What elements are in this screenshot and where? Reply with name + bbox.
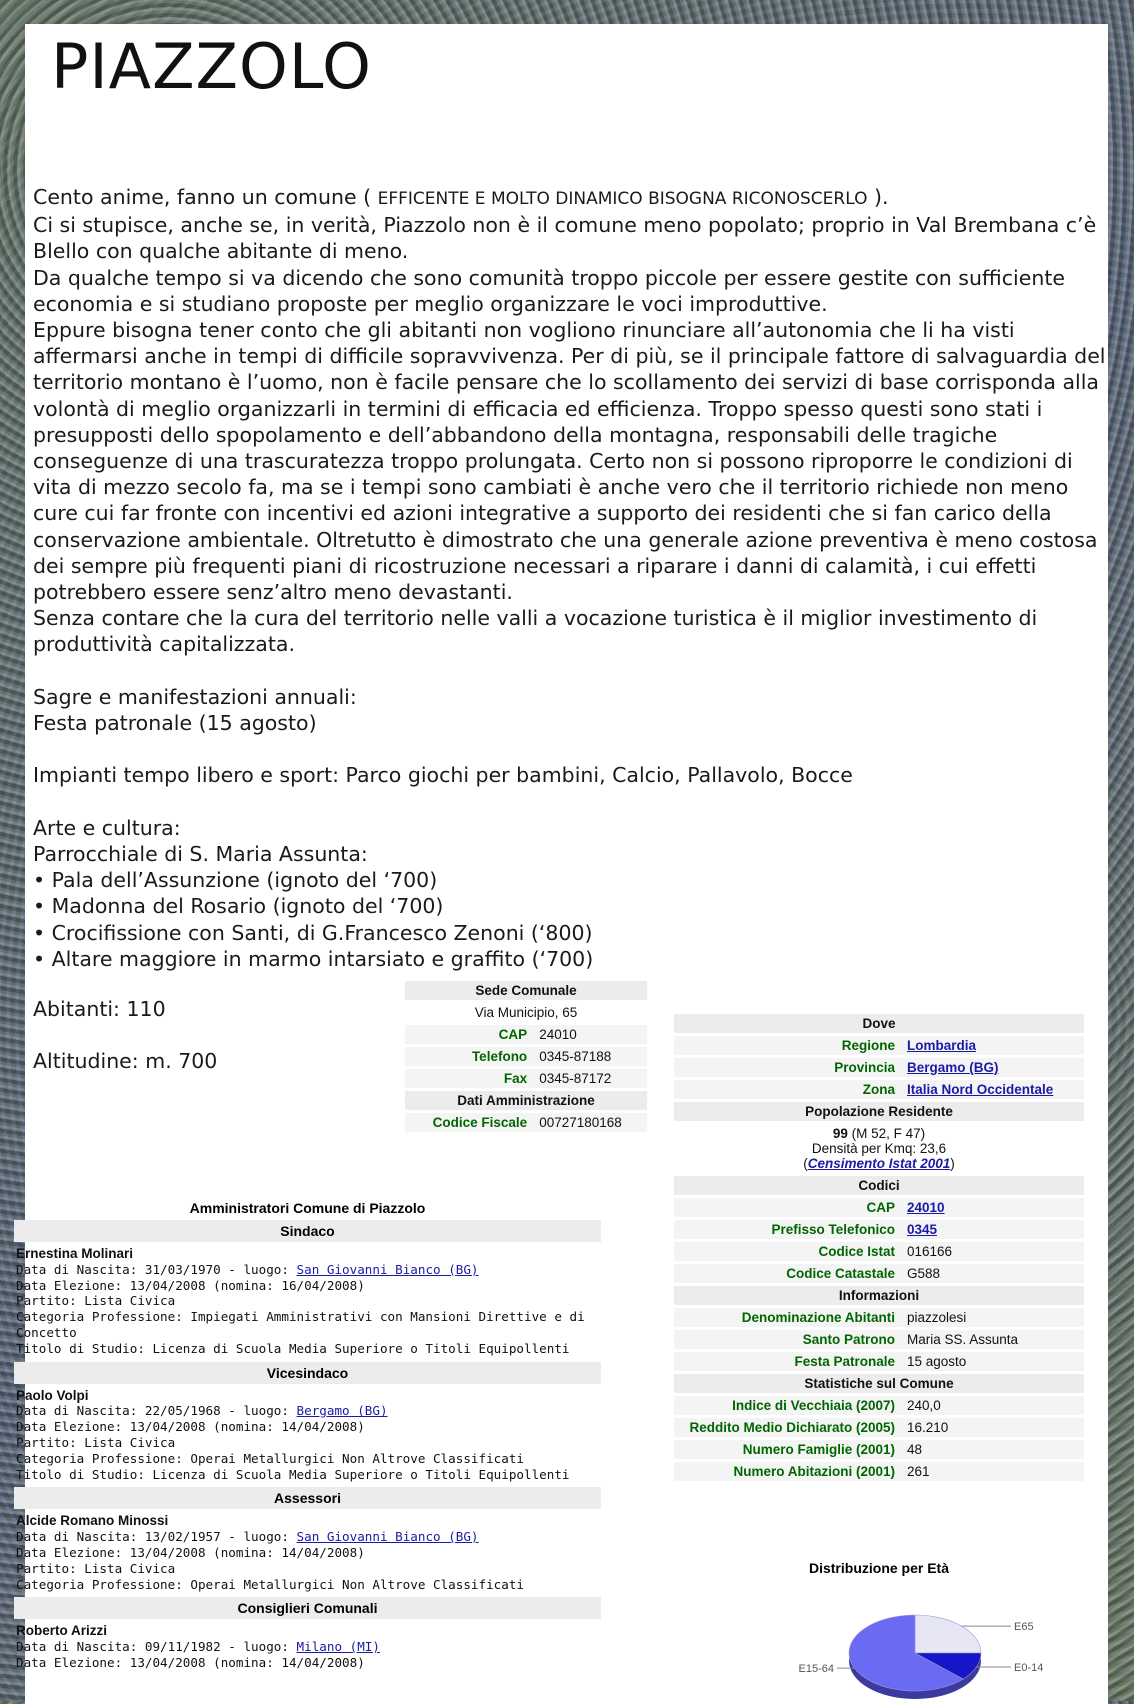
vecchiaia-label: Indice di Vecchiaia (2007) [674, 1396, 901, 1415]
dove-heading: Dove [674, 1014, 1084, 1033]
popolazione-heading: Popolazione Residente [674, 1102, 1084, 1121]
zona-link[interactable]: Italia Nord Occidentale [907, 1082, 1054, 1097]
birth-line [16, 1529, 599, 1545]
birth-date: Data di Nascita: 22/05/1968 - luogo: [16, 1403, 297, 1419]
sede-table [405, 978, 647, 1135]
person-entry [14, 1621, 601, 1673]
sagre-value: Festa patronale (15 agosto) [33, 711, 317, 736]
election-line: Data Elezione: 13/04/2008 (nomina: 14/04/2008) [16, 1419, 365, 1435]
election-line: Data Elezione: 13/04/2008 (nomina: 14/04/2008) [16, 1654, 365, 1670]
popolazione-cell: 99 (M 52, F 47) Densità per Kmq: 23,6 (Censimento Istat 2001) [674, 1124, 1084, 1173]
codice-catastale-value: G588 [901, 1264, 1084, 1283]
person-name: Roberto Arizzi [16, 1623, 107, 1639]
intro-text [33, 184, 1108, 1075]
birthplace-link[interactable]: San Giovanni Bianco (BG) [296, 1261, 479, 1277]
provincia-link[interactable]: Bergamo (BG) [907, 1060, 999, 1075]
prefisso-label: Prefisso Telefonico [674, 1220, 901, 1239]
intro-paragraph-5: Senza contare che la cura del territorio nelle valli a vocazione turistica è il miglior investimento di produttività capitalizzata. [33, 606, 1038, 657]
election-line: Data Elezione: 13/04/2008 (nomina: 16/04/2008) [16, 1277, 365, 1293]
codice-istat-value: 016166 [901, 1242, 1084, 1261]
profession-line: Categoria Professione: Impiegati Amministrativi con Mansioni Direttive e di Concetto [16, 1309, 585, 1340]
popolazione-split: (M 52, F 47) [847, 1126, 926, 1141]
provincia-label: Provincia [674, 1058, 901, 1077]
regione-label: Regione [674, 1036, 901, 1055]
reddito-value: 16.210 [901, 1418, 1084, 1437]
codice-fiscale-value: 00727180168 [533, 1113, 647, 1132]
age-distribution-pie [760, 1605, 1060, 1701]
intro-paragraph-3: Da qualche tempo si va dicendo che sono comunità troppo piccole per essere gestite con sufficiente economia e si studiano proposte per meglio organizzare le voci improduttive. [33, 265, 1065, 316]
codice-catastale-label: Codice Catastale [674, 1264, 901, 1283]
impianti-text: Impianti tempo libero e sport: Parco giochi per bambini, Calcio, Pallavolo, Bocce [33, 763, 853, 788]
abitazioni-value: 261 [901, 1462, 1084, 1481]
sede-address: Via Municipio, 65 [405, 1003, 647, 1022]
fax-value: 0345-87172 [533, 1069, 647, 1088]
birth-date: Data di Nascita: 09/11/1982 - luogo: [16, 1639, 297, 1655]
popolazione-total: 99 [832, 1126, 848, 1141]
person-entry [14, 1511, 601, 1595]
person-name: Ernestina Molinari [16, 1246, 134, 1261]
censimento-link[interactable]: Censimento Istat 2001 [807, 1156, 951, 1171]
fax-label: Fax [405, 1069, 533, 1088]
famiglie-label: Numero Famiglie (2001) [674, 1440, 901, 1459]
cap-value: 24010 [533, 1025, 647, 1044]
birthplace-link[interactable]: Milano (MI) [296, 1639, 380, 1655]
codice-istat-label: Codice Istat [674, 1242, 901, 1261]
sede-heading: Sede Comunale [405, 981, 647, 1000]
profession-line: Categoria Professione: Operai Metallurgici Non Altrove Classificati [16, 1450, 524, 1466]
vicesindaco-heading: Vicesindaco [14, 1362, 601, 1384]
bullet-item: • Madonna del Rosario (ignoto del ‘700) [33, 894, 444, 919]
bullet-item: • Pala dell’Assunzione (ignoto del ‘700) [33, 868, 438, 893]
abitanti-text: Abitanti: 110 [33, 997, 166, 1022]
telefono-value: 0345-87188 [533, 1047, 647, 1066]
intro-caps-text: EFFICENTE E MOLTO DINAMICO BISOGNA RICONOSCERLO [377, 189, 868, 209]
sagre-label: Sagre e manifestazioni annuali: [33, 684, 357, 709]
admin-heading: Dati Amministrazione [405, 1091, 647, 1110]
statistiche-heading: Statistiche sul Comune [674, 1374, 1084, 1393]
bullet-item: • Altare maggiore in marmo intarsiato e graffito (‘700) [33, 946, 594, 971]
prefisso-link[interactable]: 0345 [907, 1222, 938, 1237]
pie-label-e0-14: E0-14 [1014, 1661, 1044, 1674]
amministratori-section [14, 1200, 601, 1674]
intro-paragraph-4: Eppure bisogna tener conto che gli abitanti non vogliono rinunciare all’autonomia che li ha visti affermarsi anche in tempi di difficile sopravvivenza. Per di più, se il principale fattore di salvaguardia del territorio montano è l’uomo, non è facile pensare che lo scollamento dei servizi di base corrisponda alla volontà di meglio organizzarli in termini di efficacia ed efficienza. Troppo spesso questi sono stati i presupposti dello spopolamento e dell’abbandono della montagna, responsabili delle tragiche conseguenze di una trascuratezza troppo prolungata. Certo non si possono riproporre le condizioni di vita di mezzo secolo fa, ma se i tempi sono cambiati è anche vero che il territorio richiede non meno cure cui far fronte con incentivi ed azioni integrative a supporto dei residenti che si fan carico della conservazione ambientale. Oltretutto è dimostrato che una generale azione preventiva è meno costosa dei sempre più frequenti piani di ricostruzione necessari a riparare i danni di calamità, i cui effetti potrebbero essere senz’altro meno devastanti. [33, 318, 1106, 605]
intro-text-part: Cento anime, fanno un comune ( [33, 185, 378, 209]
arte-label: Arte e cultura: [33, 815, 181, 840]
cap-label: CAP [405, 1025, 533, 1044]
birthplace-link[interactable]: Bergamo (BG) [296, 1403, 388, 1419]
intro-paragraph-2: Ci si stupisce, anche se, in verità, Piazzolo non è il comune meno popolato; proprio in Val Brembana c’è Blello con qualche abitante di meno. [33, 213, 1097, 264]
abitazioni-label: Numero Abitazioni (2001) [674, 1462, 901, 1481]
birth-date: Data di Nascita: 13/02/1957 - luogo: [16, 1529, 297, 1545]
party-line: Partito: Lista Civica [16, 1434, 176, 1450]
zona-label: Zona [674, 1080, 901, 1099]
denominazione-value: piazzolesi [901, 1308, 1084, 1327]
denominazione-label: Denominazione Abitanti [674, 1308, 901, 1327]
cap-label: CAP [674, 1198, 901, 1217]
reddito-label: Reddito Medio Dichiarato (2005) [674, 1418, 901, 1437]
santo-patrono-value: Maria SS. Assunta [901, 1330, 1084, 1349]
birthplace-link[interactable]: San Giovanni Bianco (BG) [296, 1529, 479, 1545]
telefono-label: Telefono [405, 1047, 533, 1066]
birth-line [16, 1262, 599, 1278]
page-title: PIAZZOLO [51, 30, 372, 103]
codici-heading: Codici [674, 1176, 1084, 1195]
party-line: Partito: Lista Civica [16, 1293, 176, 1309]
vecchiaia-value: 240,0 [901, 1396, 1084, 1415]
codice-fiscale-label: Codice Fiscale [405, 1113, 533, 1132]
densita-text: Densità per Kmq: 23,6 [811, 1141, 947, 1156]
altitudine-text: Altitudine: m. 700 [33, 1049, 218, 1074]
eta-heading: Distribuzione per Età [808, 1560, 950, 1576]
person-name: Alcide Romano Minossi [16, 1513, 169, 1529]
regione-link[interactable]: Lombardia [907, 1038, 977, 1053]
cap-link[interactable]: 24010 [907, 1200, 945, 1215]
birth-line [16, 1403, 599, 1419]
intro-paragraph-1 [33, 184, 1108, 212]
election-line: Data Elezione: 13/04/2008 (nomina: 14/04/2008) [16, 1544, 365, 1560]
festa-patronale-label: Festa Patronale [674, 1352, 901, 1371]
person-name: Paolo Volpi [16, 1387, 89, 1403]
pie-slice-e65 [915, 1615, 981, 1653]
consiglieri-heading: Consiglieri Comunali [14, 1597, 601, 1619]
festa-patronale-value: 15 agosto [901, 1352, 1084, 1371]
pie-label-e15-64: E15-64 [798, 1663, 834, 1676]
profession-line: Categoria Professione: Operai Metallurgici Non Altrove Classificati [16, 1576, 524, 1592]
dove-table [674, 1011, 1084, 1484]
birth-line [16, 1639, 599, 1655]
informazioni-heading: Informazioni [674, 1286, 1084, 1305]
sede-comunale-box [405, 978, 647, 1135]
parrocchiale-label: Parrocchiale di S. Maria Assunta: [33, 842, 368, 867]
study-line: Titolo di Studio: Licenza di Scuola Media Superiore o Titoli Equipollenti [16, 1466, 570, 1482]
pie-label-e65: E65 [1014, 1621, 1034, 1634]
party-line: Partito: Lista Civica [16, 1560, 176, 1576]
intro-text-part: ). [867, 185, 889, 209]
birth-date: Data di Nascita: 31/03/1970 - luogo: [16, 1261, 297, 1277]
sindaco-heading: Sindaco [14, 1220, 601, 1242]
bullet-item: • Crocifissione con Santi, di G.Francesco Zenoni (‘800) [33, 920, 593, 945]
famiglie-value: 48 [901, 1440, 1084, 1459]
person-entry [14, 1244, 601, 1360]
dove-box [674, 1011, 1084, 1484]
amministratori-title: Amministratori Comune di Piazzolo [189, 1200, 426, 1216]
santo-patrono-label: Santo Patrono [674, 1330, 901, 1349]
assessori-heading: Assessori [14, 1487, 601, 1509]
person-entry [14, 1386, 601, 1486]
study-line: Titolo di Studio: Licenza di Scuola Media Superiore o Titoli Equipollenti [16, 1340, 570, 1356]
